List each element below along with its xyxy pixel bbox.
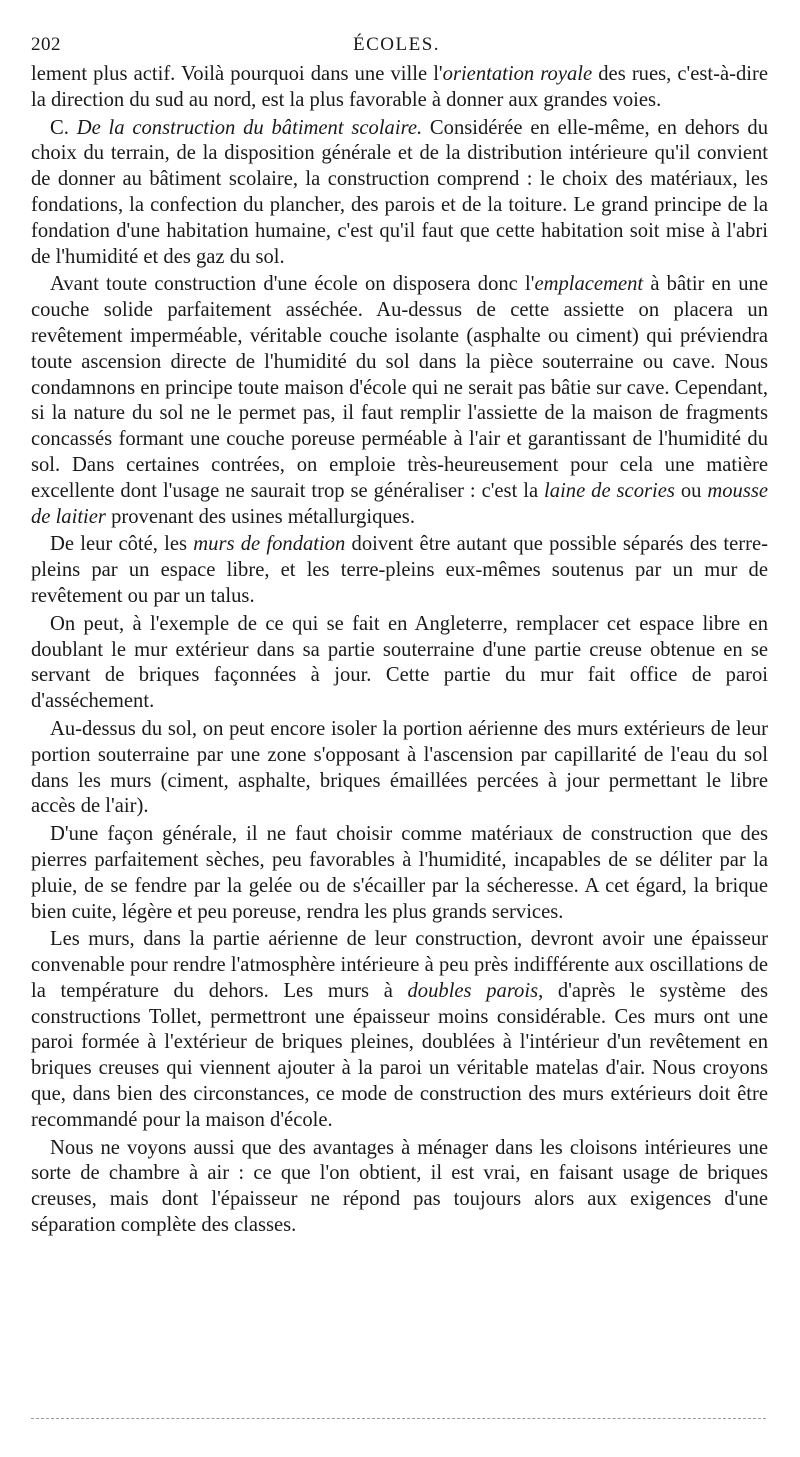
text-run: D'une façon générale, il ne faut choisir comme matériaux de construction que des pierres parfaitement sèches, peu favorables à l'humidité, incapables de se déliter par la pluie, de se fendre par la gelée ou de s'écailler par la sécheresse. A cet égard, la brique bien cuite, légère et peu poreuse, rendra les plus grands services.	[31, 823, 768, 923]
paragraph	[31, 116, 768, 271]
paragraph	[31, 1136, 768, 1239]
text-run: provenant des usines métallurgiques.	[105, 505, 415, 528]
text-run: des rues, c'est-à-dire la direction du sud au nord, est la plus favorable à donner aux grandes voies.	[31, 63, 768, 111]
running-title: ÉCOLES.	[353, 34, 441, 55]
paragraph	[31, 532, 768, 609]
text-run: Les murs, dans la partie aérienne de leur construction, devront avoir une épaisseur convenable pour rendre l'atmosphère intérieure à peu près indifférente aux oscillations de la température du dehors. Les murs à	[31, 928, 768, 1002]
text-run: à bâtir en une couche solide parfaitement asséchée. Au-dessus de cette assiette on placera un revêtement imperméable, véritable couche isolante (asphalte ou ciment) qui préviendra toute ascension directe de l'humidité du sol dans la pièce souterraine ou cave. Nous condamnons en principe toute maison d'école qui ne serait pas bâtie sur cave. Cependant, si la nature du sol ne le permet pas, il faut remplir l'assiette de la maison de fragments concassés formant une couche poreuse perméable à l'air et garantissant de l'humidité du sol. Dans certaines contrées, on emploie très-heureusement pour cela une matière excellente dont l'usage ne saurait trop se généraliser : c'est la	[31, 273, 768, 502]
text-run: C.	[50, 116, 77, 139]
italic-phrase: De la construction du bâtiment scolaire.	[76, 116, 423, 139]
paragraph	[31, 612, 768, 715]
bottom-rule	[31, 1418, 766, 1419]
body-text	[31, 62, 768, 1241]
text-run: ou	[674, 479, 708, 502]
italic-phrase: laine de scories	[544, 479, 675, 502]
text-run: On peut, à l'exemple de ce qui se fait en Angleterre, remplacer cet espace libre en doublant le mur extérieur dans sa partie souterraine d'une partie creuse obtenue en se servant de briques façonnées à jour. Cette partie du mur fait office de paroi d'asséchement.	[31, 612, 768, 713]
text-run: Avant toute construction d'une école on disposera donc l'	[50, 273, 535, 296]
text-run: doivent être autant que possible séparés des terre-pleins par un espace libre, et les terre-pleins eux-mêmes soutenus par un mur de revêtement ou par un talus.	[31, 533, 768, 607]
paragraph	[31, 717, 768, 820]
text-run: Nous ne voyons aussi que des avantages à ménager dans les cloisons intérieures une sorte de chambre à air : ce que l'on obtient, il est vrai, en faisant usage de briques creuses, mais dont l'épaisseur ne répond pas toujours alors aux exigences d'une séparation complète des classes.	[31, 1136, 768, 1237]
text-run: Considérée en elle-même, en dehors du choix du terrain, de la disposition générale et de la distribution intérieure qu'il convient de donner au bâtiment scolaire, la construction comprend : le choix des matériaux, les fondations, la confection du plancher, des parois et de la toiture. Le grand principe de la fondation d'une habitation humaine, c'est qu'il faut que cette habitation soit mise à l'abri de l'humidité et des gaz du sol.	[31, 116, 768, 268]
italic-phrase: orientation royale	[442, 63, 593, 85]
page-header	[31, 30, 752, 62]
paragraph	[31, 927, 768, 1133]
italic-phrase: doubles parois	[407, 979, 539, 1002]
italic-phrase: emplacement	[534, 273, 644, 296]
paragraph	[31, 62, 768, 114]
italic-phrase: mousse de laitier	[31, 479, 769, 528]
paragraph	[31, 822, 768, 925]
text-run: lement plus actif. Voilà pourquoi dans une ville l'	[31, 63, 443, 85]
text-run: De leur côté, les	[50, 533, 194, 556]
italic-phrase: murs de fondation	[193, 533, 346, 556]
paragraph	[31, 272, 768, 530]
page-number: 202	[31, 34, 61, 55]
text-run: Au-dessus du sol, on peut encore isoler la portion aérienne des murs extérieurs de leur portion souterraine par une zone s'opposant à l'ascension par capillarité de l'eau du sol dans les murs (ciment, asphalte, briques émaillées percées à jour permettant le libre accès de l'air).	[31, 717, 768, 818]
text-run: , d'après le système des constructions Tollet, permettront une épaisseur moins considérable. Ces murs ont une paroi formée à l'extérieur de briques pleines, doublées à l'intérieur d'un revêtement en briques creuses qui viennent ajouter à la paroi un véritable matelas d'air. Nous croyons que, dans bien des circonstances, ce mode de construction des murs extérieurs doit être recommandé pour la maison d'école.	[31, 979, 768, 1131]
